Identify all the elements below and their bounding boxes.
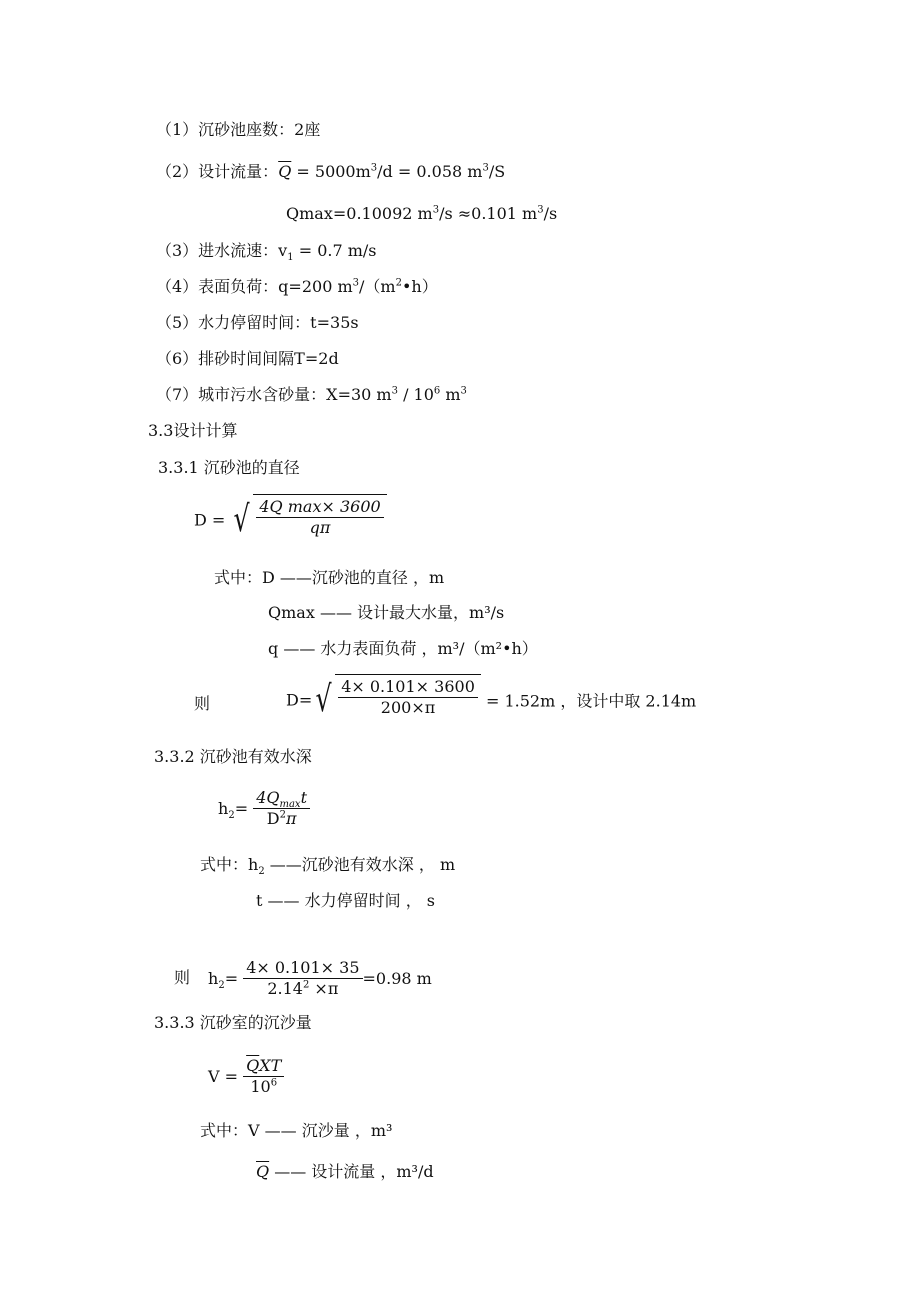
where-t: t —— 水力停留时间 ， s bbox=[256, 891, 435, 910]
where-v: 式中：V —— 沉沙量 ，m³ bbox=[200, 1121, 393, 1140]
then-label-2: 则 bbox=[174, 968, 191, 987]
result-depth: $h_2=$ $\frac{4\times 0.101\times 35}{2.14^2 \times\pi}$ =0.98 m bbox=[208, 958, 432, 998]
where-q: q —— 水力表面负荷 ，m³/（m²•h） bbox=[268, 639, 538, 658]
formula-diameter: D = √ $\frac{\text{4Q max× 3600}}{q\pi}$ bbox=[194, 494, 387, 546]
formula-depth: $h_2=$ $\frac{4Q_{max}t}{D^2\pi}$ bbox=[218, 788, 310, 829]
param-sand-content: （7）城市污水含砂量：X=30 $m^3 / 10^6$ $m^3$ bbox=[156, 385, 467, 404]
q-bar-symbol: $\overline{Q}$ bbox=[256, 1162, 270, 1181]
result-diameter: D= √ $\frac{4\times 0.101\times 3600}{200\times\pi}$ = 1.52m ，设计中取 2.14m bbox=[286, 674, 696, 726]
q-bar-symbol: $\overline{Q}$ bbox=[278, 162, 292, 181]
param-count: （1）沉砂池座数：2座 bbox=[156, 120, 321, 139]
section-heading-3-3-2: 3.3.2 沉砂池有效水深 bbox=[154, 747, 312, 766]
param-surface-load: （4）表面负荷：q=200 $m^3/(m^2•h)$ bbox=[156, 277, 438, 296]
where-qmax: Qmax —— 设计最大水量，m³/s bbox=[268, 603, 505, 622]
fraction: $\frac{\text{4Q max× 3600}}{q\pi}$ bbox=[256, 497, 383, 538]
section-heading-3-3: 3.3设计计算 bbox=[148, 421, 238, 440]
then-label: 则 bbox=[194, 694, 211, 713]
param-inflow-velocity: （3）进水流速：$v_1 = 0.7$ m/s bbox=[156, 241, 377, 264]
fraction: $\frac{4Q_{max}t}{D^2\pi}$ bbox=[253, 788, 310, 829]
sqrt-sign: √ $\frac{\text{4Q max× 3600}}{q\pi}$ bbox=[230, 494, 386, 546]
section-heading-3-3-1: 3.3.1 沉砂池的直径 bbox=[158, 458, 300, 477]
fraction: $\frac{4\times 0.101\times 35}{2.14^2 \times\pi}$ bbox=[243, 958, 362, 999]
formula-sand-volume: V = $\frac{\overline{Q}XT}{10^6}$ bbox=[208, 1056, 284, 1097]
param-sand-interval: （6）排砂时间间隔T=2d bbox=[156, 349, 339, 368]
fraction: $\frac{4\times 0.101\times 3600}{200\times\pi}$ bbox=[338, 677, 478, 718]
where-q-bar: $\overline{Q}$ —— 设计流量 ，m³/d bbox=[256, 1162, 434, 1181]
where-d: 式中：D ——沉砂池的直径 ，m bbox=[214, 568, 445, 587]
param-qmax: Qmax=0.10092 $m^3/s \approx 0.101$ $m^3/s$ bbox=[286, 204, 558, 223]
sqrt-sign: √ $\frac{4\times 0.101\times 3600}{200\times\pi}$ bbox=[312, 674, 481, 726]
section-heading-3-3-3: 3.3.3 沉砂室的沉沙量 bbox=[154, 1013, 312, 1032]
fraction: $\frac{\overline{Q}XT}{10^6}$ bbox=[243, 1056, 284, 1097]
param-retention-time: （5）水力停留时间：t=35s bbox=[156, 313, 359, 332]
param-design-flow: （2）设计流量：$\overline{Q} = 5000m^3/d = 0.058$ $m^3/S$ bbox=[156, 162, 506, 181]
where-h2: 式中：$h_2$ ——沉砂池有效水深 ， m bbox=[200, 855, 456, 878]
